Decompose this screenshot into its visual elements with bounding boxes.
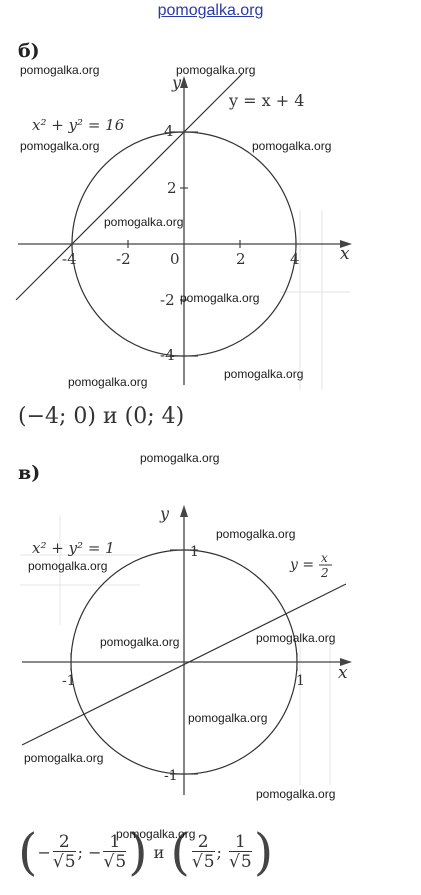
- watermark: pomogalka.org: [100, 635, 180, 649]
- circle-equation: x² + y² = 16: [32, 116, 125, 134]
- y-axis-label: y: [160, 504, 170, 523]
- watermark: pomogalka.org: [20, 63, 100, 77]
- answer-num: 1: [109, 831, 121, 852]
- tick-x-1: 1: [296, 673, 305, 689]
- tick-y-neg2: -2: [160, 291, 175, 309]
- tick-origin: 0: [170, 250, 180, 268]
- tick-y-neg4: -4: [160, 346, 175, 364]
- y-axis-arrow: [180, 505, 188, 517]
- answer-num: 2: [58, 831, 70, 852]
- tick-x-4: 4: [290, 250, 300, 268]
- tick-x-neg2: -2: [116, 250, 131, 268]
- answer-num: 2: [197, 831, 209, 852]
- tick-x-neg1: -1: [62, 673, 76, 689]
- watermark: pomogalka.org: [140, 451, 220, 465]
- tick-y-2: 2: [167, 179, 177, 197]
- tick-x-neg4: -4: [62, 250, 77, 268]
- line-equation: y = x + 4: [229, 91, 305, 110]
- y-axis-arrow: [180, 76, 188, 88]
- watermark: pomogalka.org: [180, 291, 260, 305]
- watermark: pomogalka.org: [68, 375, 148, 389]
- circle-equation: x² + y² = 1: [32, 539, 115, 557]
- y-axis-label: y: [172, 73, 182, 92]
- line-equation-lhs: y =: [290, 557, 315, 573]
- part-b-answer: (−4; 0) и (0; 4): [18, 404, 185, 429]
- watermark: pomogalka.org: [28, 559, 108, 573]
- answer-den: 5: [203, 851, 215, 872]
- answer-and: и: [153, 842, 165, 862]
- watermark: pomogalka.org: [252, 139, 332, 153]
- tick-y-4: 4: [164, 122, 174, 140]
- line-equation-den: 2: [321, 566, 329, 580]
- part-b-label: б): [18, 40, 40, 62]
- answer-den: 5: [64, 851, 76, 872]
- watermark: pomogalka.org: [20, 139, 100, 153]
- answer-den: 5: [240, 851, 252, 872]
- line-equation-num: x: [321, 551, 328, 565]
- watermark: pomogalka.org: [188, 711, 268, 725]
- grid: [280, 210, 350, 390]
- tick-x-2: 2: [236, 250, 246, 268]
- part-v-answer: ( − $\frac{2}{√5}$ ; − $\frac{1}{√5}$ ) и ( $\frac{2}{√5}$ ; $\frac{1}{√5}$ ): [18, 823, 274, 881]
- site-watermark-link[interactable]: pomogalka.org: [157, 2, 264, 19]
- x-axis-label: x: [340, 244, 350, 264]
- answer-num: 1: [234, 831, 246, 852]
- tick-y-1: 1: [190, 544, 199, 560]
- part-v-label: в): [18, 462, 41, 484]
- part-b-graph: [0, 60, 421, 400]
- tick-y-neg1: -1: [164, 768, 178, 784]
- watermark: pomogalka.org: [216, 527, 296, 541]
- watermark: pomogalka.org: [104, 215, 184, 229]
- watermark: pomogalka.org: [176, 63, 256, 77]
- watermark: pomogalka.org: [24, 751, 104, 765]
- answer-den: 5: [115, 851, 127, 872]
- x-axis-label: x: [338, 663, 348, 683]
- watermark: pomogalka.org: [224, 367, 304, 381]
- watermark: pomogalka.org: [116, 827, 196, 841]
- watermark: pomogalka.org: [256, 631, 336, 645]
- watermark: pomogalka.org: [256, 787, 336, 801]
